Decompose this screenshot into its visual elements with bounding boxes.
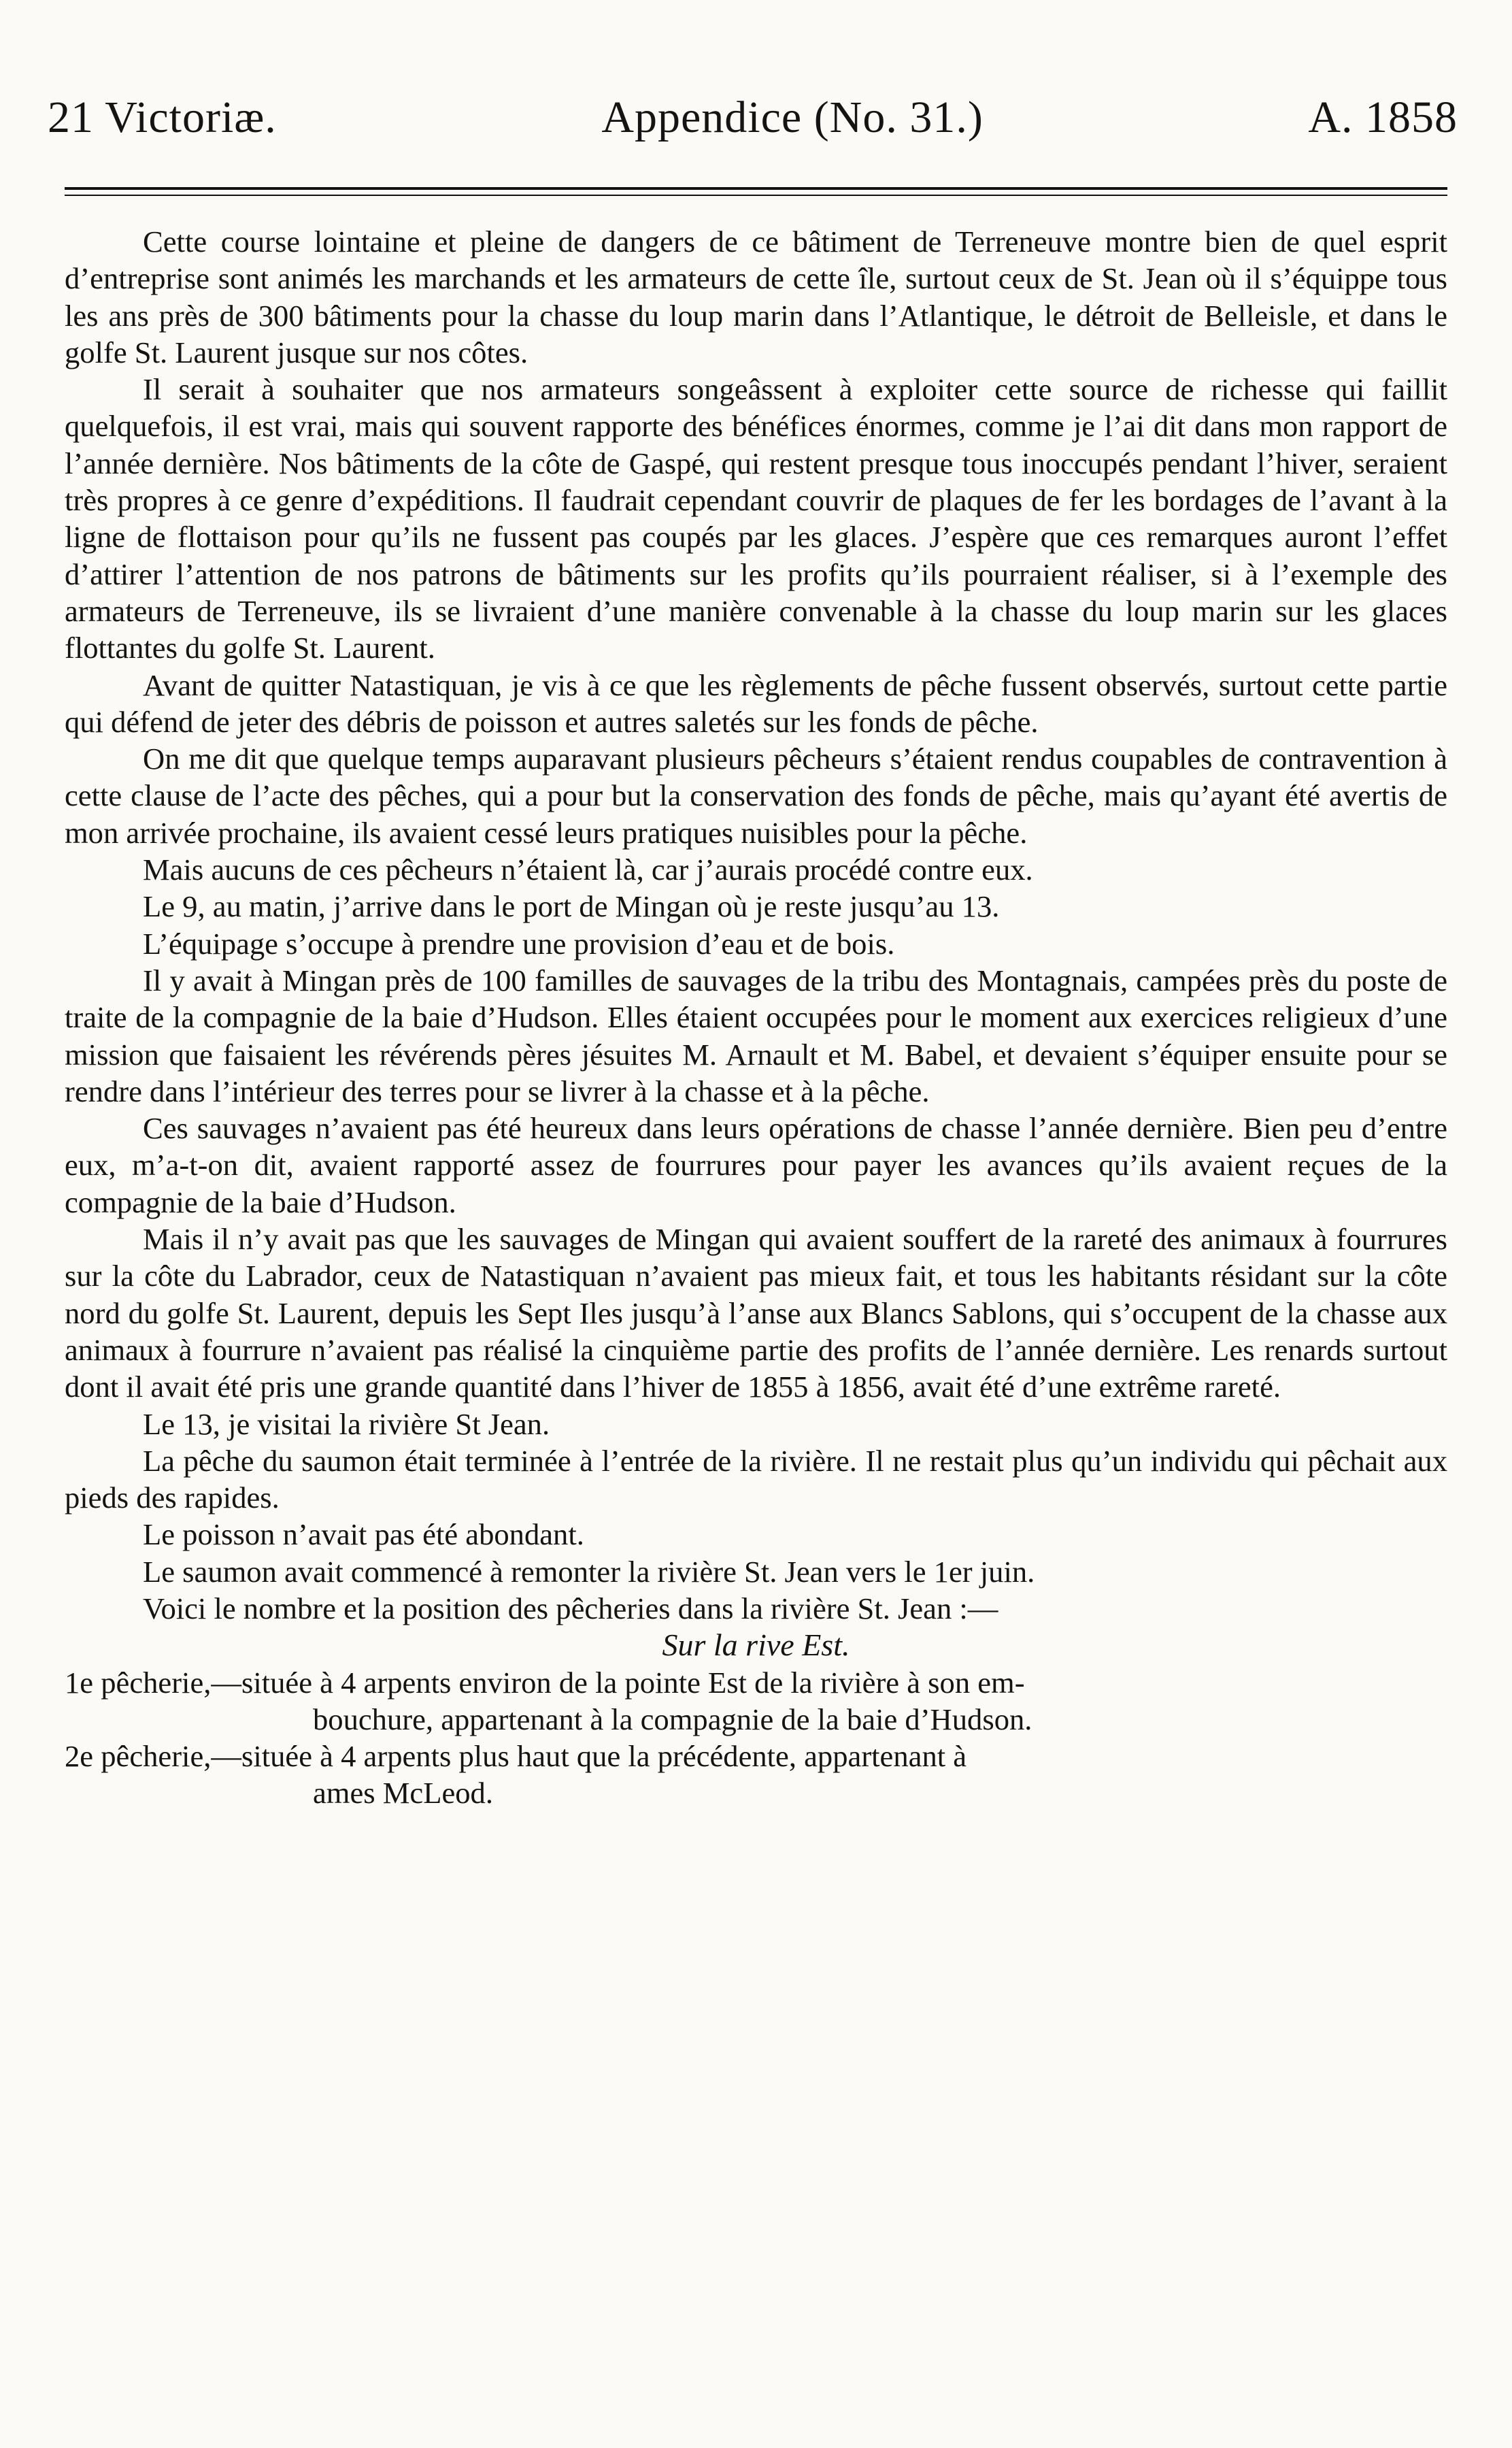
paragraph: Le 13, je visitai la rivière St Jean. <box>143 1406 550 1441</box>
paragraph: Mais aucuns de ces pêcheurs n’étaient là, car j’aurais procédé contre eux. <box>143 853 1033 887</box>
paragraph: Le poisson n’avait pas été abondant. <box>143 1517 584 1552</box>
fishery-description: située à 4 arpents plus haut que la précédente, appartenant à <box>241 1739 967 1774</box>
header-rule-thick <box>65 187 1447 190</box>
fishery-label: 1e pêcherie,— <box>65 1665 241 1700</box>
paragraph: Le saumon avait commencé à remonter la rivière St. Jean vers le 1er juin. <box>143 1554 1035 1589</box>
paragraph: La pêche du saumon était terminée à l’entrée de la rivière. Il ne restait plus qu’un individu qui pêchait aux pieds des rapides. <box>65 1443 1447 1515</box>
fishery-list-item <box>65 1664 1447 1738</box>
header-appendix: Appendice (No. 31.) <box>601 93 984 142</box>
paragraph: Voici le nombre et la position des pêcheries dans la rivière St. Jean :— <box>143 1591 998 1625</box>
section-subheading: Sur la rive Est. <box>662 1627 850 1663</box>
fishery-list-item <box>65 1738 1447 1812</box>
paragraph: Il y avait à Mingan près de 100 familles de sauvages de la tribu des Montagnais, campées près du poste de traite de la compagnie de la baie d’Hudson. Elles étaient occupées pour le moment aux exercices religieux d’une mission que faisaient les révérends pères jésuites M. Arnault et M. Babel, et devaient s’équiper ensuite pour se rendre dans l’intérieur des terres pour se livrer à la chasse et à la pêche. <box>65 963 1447 1108</box>
paragraph: On me dit que quelque temps auparavant plusieurs pêcheurs s’étaient rendus coupables de contravention à cette clause de l’acte des pêches, qui a pour but la conservation des fonds de pêche, mais qu’ayant été avertis de mon arrivée prochaine, ils avaient cessé leurs pratiques nuisibles pour la pêche. <box>65 742 1447 850</box>
header-year: A. 1858 <box>1308 93 1458 142</box>
header-volume: 21 Victoriæ. <box>48 93 277 142</box>
body-text <box>65 223 1447 1812</box>
fishery-label: 2e pêcherie,— <box>65 1739 241 1774</box>
paragraph: Cette course lointaine et pleine de dangers de ce bâtiment de Terreneuve montre bien de quel esprit d’entreprise sont animés les marchands et les armateurs de cette île, surtout ceux de St. Jean où il s’équippe tous les ans près de 300 bâtiments pour la chasse du loup marin dans l’Atlantique, le détroit de Belleisle, et dans le golfe St. Laurent jusque sur nos côtes. <box>65 225 1447 369</box>
paragraph: Il serait à souhaiter que nos armateurs songeâssent à exploiter cette source de richesse qui faillit quelquefois, il est vrai, mais qui souvent rapporte des bénéfices énormes, comme je l’ai dit dans mon rapport de l’année dernière. Nos bâtiments de la côte de Gaspé, qui restent presque tous inoccupés pendant l’hiver, seraient très propres à ce genre d’expéditions. Il faudrait cependant couvrir de plaques de fer les bordages de l’avant à la ligne de flottaison pour qu’ils ne fussent pas coupés par les glaces. J’espère que ces remarques auront l’effet d’attirer l’attention de nos patrons de bâtiments sur les profits qu’ils pourraient réaliser, si à l’exemple des armateurs de Terreneuve, ils se livraient d’une manière convenable à la chasse du loup marin sur les glaces flottantes du golfe St. Laurent. <box>65 372 1447 665</box>
paragraph: Ces sauvages n’avaient pas été heureux dans leurs opérations de chasse l’année dernière. Bien peu d’entre eux, m’a-t-on dit, avaient rapporté assez de fourrures pour payer les avances qu’ils avaient reçues de la compagnie de la baie d’Hudson. <box>65 1111 1447 1219</box>
paragraph: Avant de quitter Natastiquan, je vis à ce que les règlements de pêche fussent observés, surtout cette partie qui défend de jeter des débris de poisson et autres saletés sur les fonds de pêche. <box>65 667 1447 739</box>
fishery-first-line <box>65 1664 1447 1701</box>
header-rule-thin <box>65 195 1447 196</box>
paragraph: Le 9, au matin, j’arrive dans le port de Mingan où je reste jusqu’au 13. <box>143 889 1000 924</box>
fishery-continuation: bouchure, appartenant à la compagnie de la baie d’Hudson. <box>313 1702 1032 1736</box>
paragraph: Mais il n’y avait pas que les sauvages de Mingan qui avaient souffert de la rareté des animaux à fourrures sur la côte du Labrador, ceux de Natastiquan n’avaient pas mieux fait, et tous les habitants résidant sur la côte nord du golfe St. Laurent, depuis les Sept Iles jusqu’à l’anse aux Blancs Sablons, qui s’occupent de la chasse aux animaux à fourrure n’avaient pas réalisé la cinquième partie des profits de l’année dernière. Les renards surtout dont il avait été pris une grande quantité dans l’hiver de 1855 à 1856, avait été d’une extrême rareté. <box>65 1222 1447 1404</box>
running-header <box>48 92 1458 144</box>
fishery-continuation: ames McLeod. <box>313 1776 493 1810</box>
fishery-description: située à 4 arpents environ de la pointe Est de la rivière à son em- <box>241 1665 1025 1700</box>
fishery-first-line <box>65 1738 1447 1774</box>
paragraph: L’équipage s’occupe à prendre une provision d’eau et de bois. <box>143 926 895 961</box>
